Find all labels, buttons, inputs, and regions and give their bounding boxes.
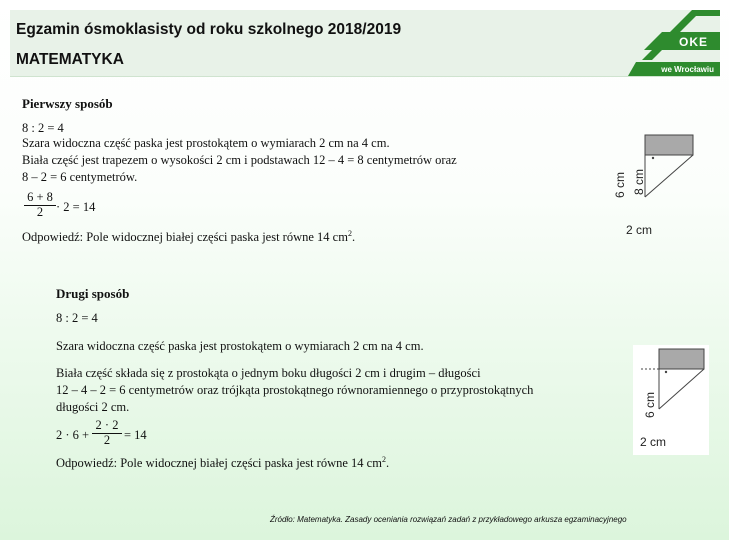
- answer-end: .: [351, 230, 356, 244]
- logo-text: OKE: [678, 35, 708, 49]
- answer-text: Odpowiedź: Pole widocznej białej części paska jest równe 14 cm: [22, 230, 348, 244]
- answer-exponent: 2: [381, 454, 386, 464]
- answer-end: .: [385, 456, 390, 470]
- method-2-line-5: długości 2 cm.: [56, 400, 130, 414]
- fraction-numerator: 2 · 2: [95, 418, 119, 432]
- method-2-line-4: 12 – 4 – 2 = 6 centymetrów oraz trójkąta prostokątnego równoramiennego o przyprostokątnych: [56, 383, 534, 397]
- diagram-2-shape: [633, 345, 709, 435]
- method-1-solution: [22, 96, 612, 256]
- diagram-1-label-8cm: 8 cm: [632, 168, 646, 195]
- diagram-1: [608, 125, 718, 245]
- diagram-1-label-6cm: 6 cm: [613, 171, 627, 198]
- answer-exponent: 2: [347, 228, 352, 238]
- method-2-heading: Drugi sposób: [56, 286, 130, 301]
- method-1-answer: [22, 230, 355, 245]
- method-1-line-1: 8 : 2 = 4: [22, 121, 64, 135]
- method-2-equation-left: 2 · 6 +: [56, 428, 90, 442]
- method-2-line-2: Szara widoczna część paska jest prostokątem o wymiarach 2 cm na 4 cm.: [56, 339, 424, 353]
- page-title: Egzamin ósmoklasisty od roku szkolnego 2018/2019: [16, 21, 402, 38]
- method-2-line-1: 8 : 2 = 4: [56, 311, 98, 325]
- fraction-numerator: 6 + 8: [27, 190, 53, 204]
- diagram-2-label-6cm: 6 cm: [643, 391, 657, 418]
- diagram-2-label-2cm: 2 cm: [640, 435, 667, 449]
- method-1-heading: Pierwszy sposób: [22, 96, 113, 111]
- method-2-answer: [56, 456, 389, 471]
- method-2-line-3: Biała część składa się z prostokąta o jednym boku długości 2 cm i drugim – długości: [56, 366, 481, 380]
- answer-text: Odpowiedź: Pole widocznej białej części paska jest równe 14 cm: [56, 456, 382, 470]
- diagram-1-label-2cm: 2 cm: [626, 223, 653, 237]
- method-2-solution: [56, 286, 636, 476]
- method-2-fraction: [92, 419, 122, 447]
- fraction-denominator: 2: [36, 205, 44, 219]
- method-1-fraction: [24, 191, 56, 219]
- header-banner: [10, 10, 720, 77]
- source-citation: Źródło: Matematyka. Zasady oceniania rozwiązań zadań z przykładowego arkusza egzaminacyjnego: [270, 515, 627, 524]
- diagram-2: [633, 345, 709, 455]
- subject-title: MATEMATYKA: [16, 51, 124, 68]
- method-1-line-3: Biała część jest trapezem o wysokości 2 cm i podstawach 12 – 4 = 8 centymetrów oraz: [22, 153, 457, 167]
- logo-subtext: we Wrocławiu: [661, 65, 714, 74]
- fraction-denominator: 2: [103, 433, 111, 447]
- oke-logo: [622, 10, 720, 76]
- method-1-equation-rest: · 2 = 14: [56, 200, 96, 214]
- method-2-equation-rest: = 14: [124, 428, 147, 442]
- method-1-line-2: Szara widoczna część paska jest prostokątem o wymiarach 2 cm na 4 cm.: [22, 136, 390, 150]
- method-1-line-4: 8 – 2 = 6 centymetrów.: [22, 170, 138, 184]
